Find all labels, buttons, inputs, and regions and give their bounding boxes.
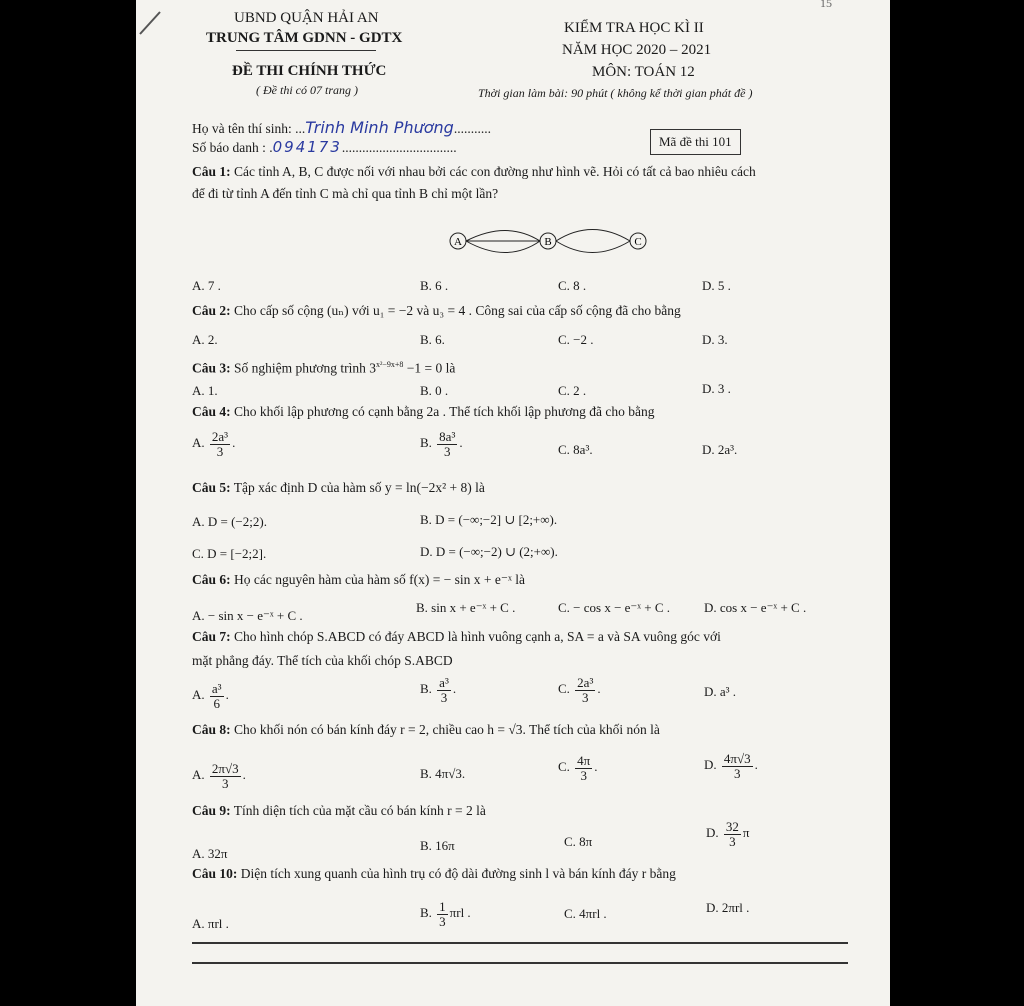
q10-option-b: B. $\frac{1}{3}$ πrl . xyxy=(420,899,471,929)
bottom-rule-2 xyxy=(192,962,848,964)
q7-b-den: 3 xyxy=(440,689,448,705)
question-5-text: Câu 5: Tập xác định D của hàm số y = ln(−2x² + 8) là xyxy=(192,480,485,495)
q9-option-c: C. 8π xyxy=(564,834,593,849)
q2-option-c: C. −2 . xyxy=(558,332,594,347)
q4-option-d: D. 2a³. xyxy=(702,442,738,457)
q3-option-b: B. 0 . xyxy=(420,383,449,398)
page-count: ( Đề thi có 07 trang ) xyxy=(256,83,358,97)
q10-option-a: A. πrl . xyxy=(192,916,229,931)
header-underline xyxy=(236,50,376,51)
q8-c-num: 4π xyxy=(577,753,591,768)
node-c-label: C xyxy=(634,236,642,248)
q9-d-num: 32 xyxy=(725,819,739,834)
q2-option-d: D. 3. xyxy=(702,332,728,347)
q7-c-num: 2a³ xyxy=(577,675,594,690)
q8-c-den: 3 xyxy=(580,767,587,783)
q4-b-num: 8a³ xyxy=(439,429,456,444)
q3-option-d: D. 3 . xyxy=(702,381,731,396)
q1-option-d: D. 5 . xyxy=(702,278,731,293)
exam-title: KIỂM TRA HỌC KÌ II xyxy=(564,20,704,36)
exam-code-box: Mã đề thi 101 xyxy=(650,129,741,155)
q4-option-b: B. $\frac{\text{8a³}}{3}$ . xyxy=(420,429,463,459)
q7-option-d: D. a³ . xyxy=(704,684,737,699)
q8-d-den: 3 xyxy=(733,765,741,781)
q6-option-a: A. − sin x − e⁻ˣ + C . xyxy=(192,608,303,623)
subject: MÔN: TOÁN 12 xyxy=(592,64,695,80)
q7-option-a: A. $\frac{\text{a³}}{6}$ . xyxy=(192,681,229,711)
q7-option-b: B. $\frac{\text{a³}}{3}$ . xyxy=(420,675,457,705)
id-dots: .................................. xyxy=(341,140,457,155)
question-1-road-diagram xyxy=(442,224,652,262)
name-dots: ........... xyxy=(453,121,491,136)
pen-stroke-mark xyxy=(136,6,166,36)
q10-b-tail: πrl . xyxy=(449,905,471,921)
official-label: ĐỀ THI CHÍNH THỨC xyxy=(232,63,387,79)
q4-a-den: 3 xyxy=(216,443,224,459)
exam-paper xyxy=(136,0,890,1006)
q4-option-c: C. 8a³. xyxy=(558,442,593,457)
q8-option-a: A. $\frac{2\pi√3}{3}$ . xyxy=(192,761,246,791)
q8-d-num: 4π√3 xyxy=(723,751,751,766)
q9-d-pi: π xyxy=(742,825,750,841)
time-info: Thời gian làm bài: 90 phút ( không kể thời gian phát đề ) xyxy=(478,86,753,100)
id-line xyxy=(192,138,457,156)
q10-b-den: 3 xyxy=(439,913,446,929)
q5-option-a: A. D = (−2;2). xyxy=(192,514,267,529)
q3-option-a: A. 1. xyxy=(192,383,218,398)
name-label: Họ và tên thí sinh: ... xyxy=(192,121,306,136)
header-org1: UBND QUẬN HẢI AN xyxy=(234,10,379,26)
question-3-text: Câu 3: Số nghiệm phương trình $3^{x^2-9x+8} -1 = 0$ là xyxy=(192,360,456,376)
q6-option-c: C. − cos x − e⁻ˣ + C . xyxy=(558,600,671,615)
q7-a-num: a³ xyxy=(211,681,222,696)
q9-d-den: 3 xyxy=(729,833,736,849)
q6-option-d: D. cos x − e⁻ˣ + C . xyxy=(704,600,807,615)
q7-c-den: 3 xyxy=(582,689,589,705)
name-line xyxy=(192,118,491,137)
q9-option-d: D. $\frac{32}{3}$ π xyxy=(706,819,750,849)
question-1-text-2: để đi từ tỉnh A đến tỉnh C mà chỉ qua tỉnh B chỉ một lần? xyxy=(192,186,499,201)
q4-a-num: 2a³ xyxy=(211,429,229,444)
q2-option-a: A. 2. xyxy=(192,332,218,347)
q5-option-b: B. D = (−∞;−2] ∪ [2;+∞). xyxy=(420,512,558,527)
q3-option-c: C. 2 . xyxy=(558,383,587,398)
q7-b-num: a³ xyxy=(439,675,449,690)
q9-option-b: B. 16π xyxy=(420,838,455,853)
name-handwritten: Trinh Minh Phương xyxy=(305,118,454,137)
q4-b-den: 3 xyxy=(444,443,451,459)
q4-option-a: A. $\frac{\text{2a³}}{3}$ . xyxy=(192,429,236,459)
q8-a-den: 3 xyxy=(221,775,229,791)
q10-b-num: 1 xyxy=(439,899,446,914)
question-10-text: Câu 10: Diện tích xung quanh của hình trụ có độ dài đường sinh l và bán kính đáy r bằng xyxy=(192,866,676,881)
id-label: Số báo danh : . xyxy=(192,140,273,155)
q5-option-d: D. D = (−∞;−2) ∪ (2;+∞). xyxy=(420,544,558,559)
question-9-text: Câu 9: Tính diện tích của mặt cầu có bán kính r = 2 là xyxy=(192,803,486,818)
q1-option-b: B. 6 . xyxy=(420,278,449,293)
q1-option-a: A. 7 . xyxy=(192,278,221,293)
question-1-text: Câu 1: Các tỉnh A, B, C được nối với nhau bởi các con đường như hình vẽ. Hỏi có tất cả bao nhiêu cách xyxy=(192,164,756,179)
q9-option-a: A. 32π xyxy=(192,846,228,861)
question-6-text: Câu 6: Họ các nguyên hàm của hàm số f(x) = − sin x + e⁻ˣ là xyxy=(192,572,526,587)
q1-option-c: C. 8 . xyxy=(558,278,587,293)
q8-option-d: D. $\frac{4\pi√3}{3}$ . xyxy=(704,751,758,781)
question-4-text: Câu 4: Cho khối lập phương có cạnh bằng 2a . Thể tích khối lập phương đã cho bằng xyxy=(192,404,655,419)
q10-option-d: D. 2πrl . xyxy=(706,900,750,915)
q7-option-c: C. $\frac{\text{2a³}}{3}$ . xyxy=(558,675,601,705)
id-handwritten: 094173 xyxy=(272,138,342,156)
question-7-text-2: mặt phẳng đáy. Thể tích của khối chóp S.ABCD xyxy=(192,653,453,668)
q2-option-b: B. 6. xyxy=(420,332,445,347)
q7-a-den: 6 xyxy=(213,695,220,711)
corner-mark: 15 xyxy=(820,0,832,10)
q6-option-b: B. sin x + e⁻ˣ + C . xyxy=(416,600,516,615)
q8-option-b: B. 4π√3. xyxy=(420,766,466,781)
q8-option-c: C. $\frac{4\pi}{3}$ . xyxy=(558,753,598,783)
node-b-label: B xyxy=(544,236,552,248)
question-7-text: Câu 7: Cho hình chóp S.ABCD có đáy ABCD là hình vuông cạnh a, SA = a và SA vuông góc với xyxy=(192,629,721,644)
q10-option-c: C. 4πrl . xyxy=(564,906,607,921)
q5-option-c: C. D = [−2;2]. xyxy=(192,546,267,561)
school-year: NĂM HỌC 2020 – 2021 xyxy=(562,42,712,58)
q8-a-num: 2π√3 xyxy=(211,761,239,776)
bottom-rule-1 xyxy=(192,942,848,944)
question-2-text: Câu 2: Cho cấp số cộng (uₙ) với u₁ = −2 và u₃ = 4 . Công sai của cấp số cộng đã cho bằng xyxy=(192,303,681,318)
question-8-text: Câu 8: Cho khối nón có bán kính đáy r = 2, chiều cao h = √3. Thể tích của khối nón là xyxy=(192,722,660,737)
header-org2: TRUNG TÂM GDNN - GDTX xyxy=(206,30,403,46)
node-a-label: A xyxy=(454,236,462,248)
